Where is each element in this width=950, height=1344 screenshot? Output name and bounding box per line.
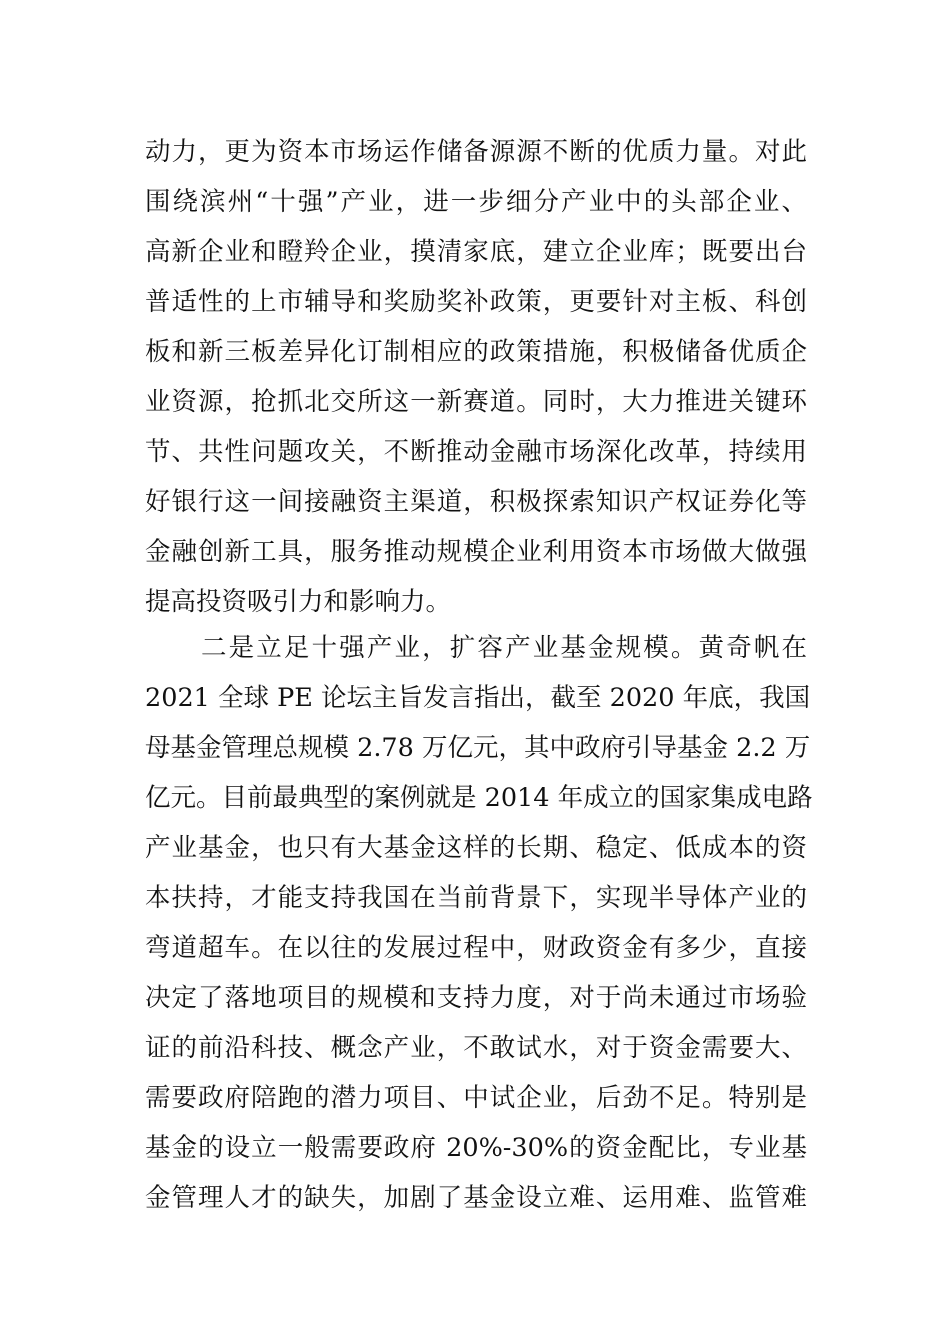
paragraph-2-line-2: 2021 全球 PE 论坛主旨发言指出，截至 2020 年底，我国 bbox=[145, 683, 811, 713]
paragraph-1-line-7: 节、共性问题攻关，不断推动金融市场深化改革，持续用 bbox=[145, 437, 807, 467]
paragraph-1-line-1: 动力，更为资本市场运作储备源源不断的优质力量。对此 bbox=[145, 137, 807, 167]
paragraph-2-line-6: 本扶持，才能支持我国在当前背景下，实现半导体产业的 bbox=[145, 883, 807, 913]
paragraph-1-line-10: 提高投资吸引力和影响力。 bbox=[145, 587, 452, 617]
paragraph-1-line-5: 板和新三板差异化订制相应的政策措施，积极储备优质企 bbox=[145, 337, 807, 367]
paragraph-1-line-2: 围绕滨州“十强”产业，进一步细分产业中的头部企业、 bbox=[145, 187, 807, 217]
paragraph-1-line-8: 好银行这一间接融资主渠道，积极探索知识产权证券化等 bbox=[145, 487, 807, 517]
paragraph-2-line-3: 母基金管理总规模 2.78 万亿元，其中政府引导基金 2.2 万 bbox=[145, 733, 811, 763]
paragraph-2-line-8: 决定了落地项目的规模和支持力度，对于尚未通过市场验 bbox=[145, 983, 807, 1013]
paragraph-2-line-4: 亿元。目前最典型的案例就是 2014 年成立的国家集成电路 bbox=[145, 783, 813, 813]
paragraph-2-line-12: 金管理人才的缺失，加剧了基金设立难、运用难、监管难 bbox=[145, 1183, 807, 1213]
paragraph-2-line-11: 基金的设立一般需要政府 20%-30%的资金配比，专业基 bbox=[145, 1133, 807, 1163]
paragraph-2-line-9: 证的前沿科技、概念产业，不敢试水，对于资金需要大、 bbox=[145, 1033, 807, 1063]
paragraph-2-line-5: 产业基金，也只有大基金这样的长期、稳定、低成本的资 bbox=[145, 833, 807, 863]
paragraph-1-line-4: 普适性的上市辅导和奖励奖补政策，更要针对主板、科创 bbox=[145, 287, 807, 317]
paragraph-1-line-3: 高新企业和瞪羚企业，摸清家底，建立企业库；既要出台 bbox=[145, 237, 807, 267]
paragraph-2-line-7: 弯道超车。在以往的发展过程中，财政资金有多少，直接 bbox=[145, 933, 807, 963]
paragraph-2-line-10: 需要政府陪跑的潜力项目、中试企业，后劲不足。特别是 bbox=[145, 1083, 807, 1113]
paragraph-1-line-6: 业资源，抢抓北交所这一新赛道。同时，大力推进关键环 bbox=[145, 387, 807, 417]
paragraph-1-line-9: 金融创新工具，服务推动规模企业利用资本市场做大做强 bbox=[145, 537, 807, 567]
paragraph-2-line-1: 二是立足十强产业，扩容产业基金规模。黄奇帆在 bbox=[201, 633, 807, 663]
